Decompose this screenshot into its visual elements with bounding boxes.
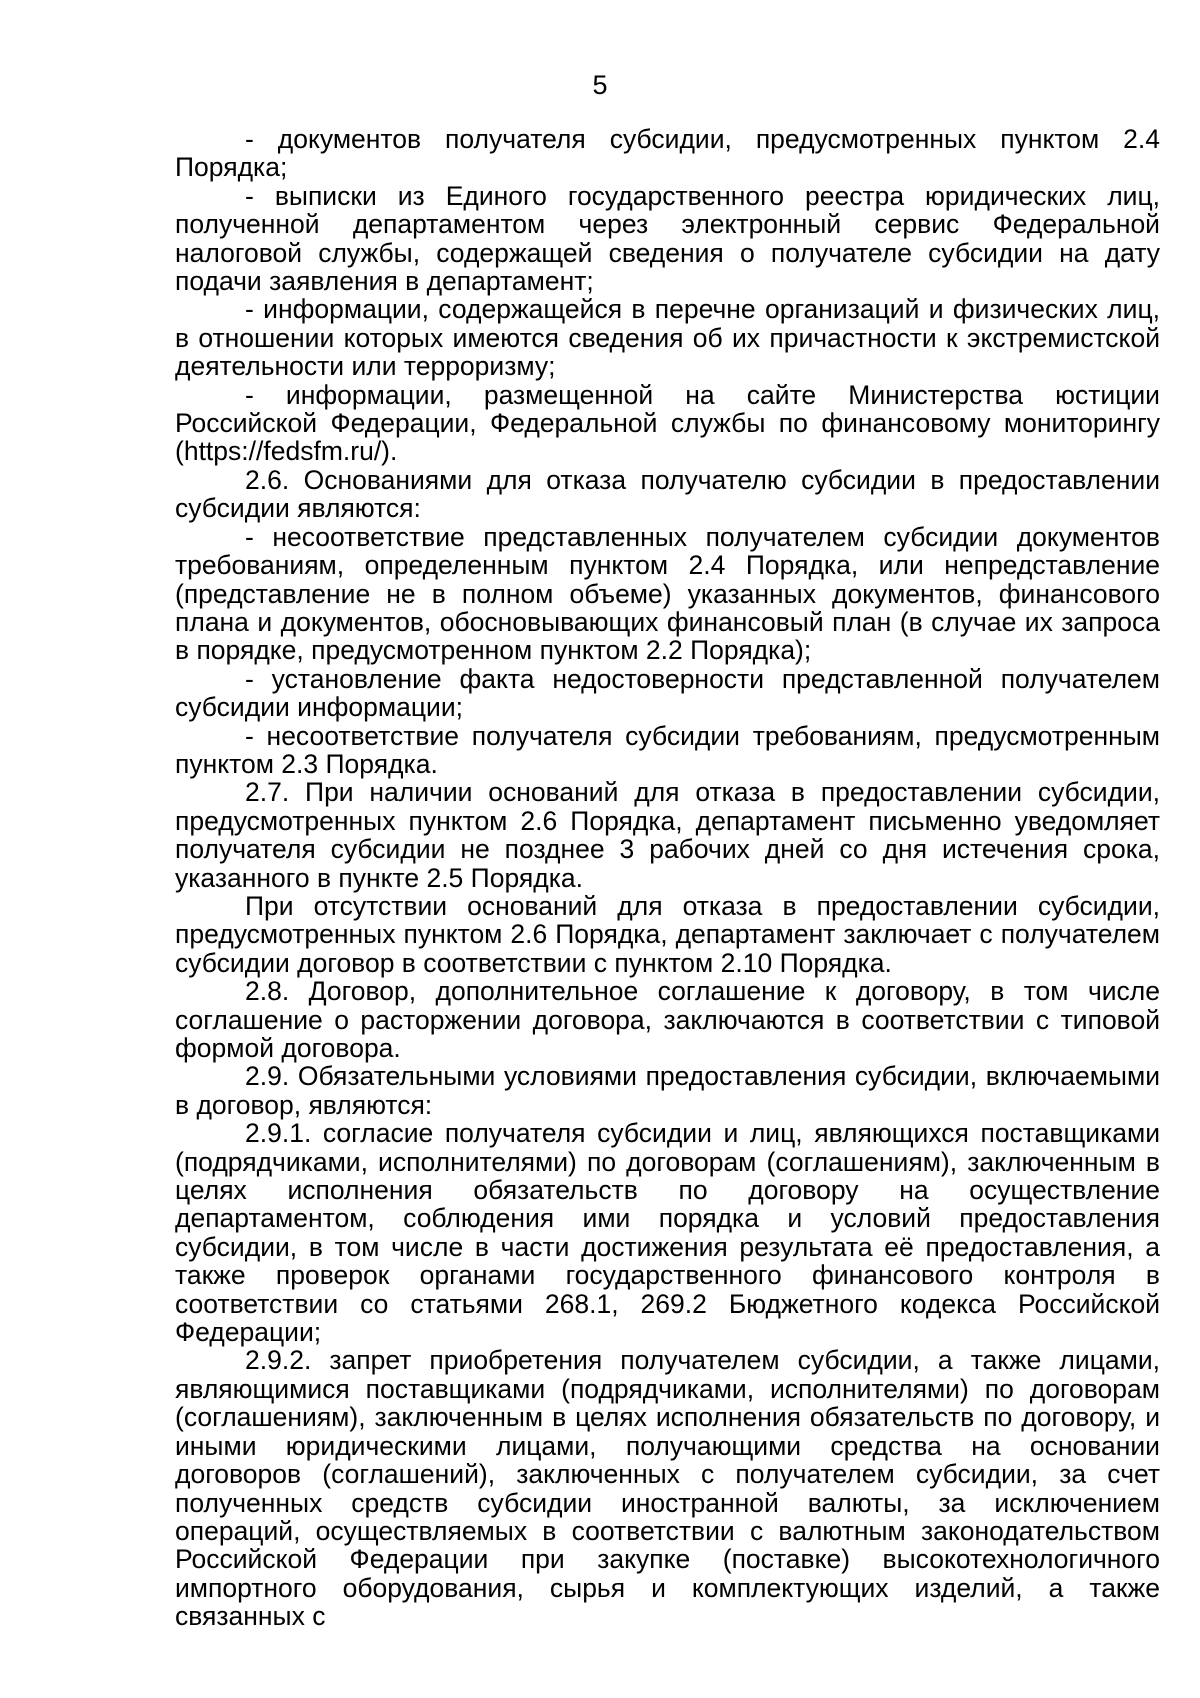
- paragraph-11: 2.8. Договор, дополнительное соглашение к договору, в том числе соглашение о расторжении договора, заключаются в соответствии с типовой формой договора.: [175, 976, 1160, 1063]
- paragraph-3: - информации, содержащейся в перечне организаций и физических лиц, в отношении которых имеются сведения об их причастности к экстремистской деятельности или терроризму;: [175, 294, 1160, 382]
- paragraph-8: - несоответствие получателя субсидии требованиям, предусмотренным пунктом 2.3 Порядка.: [175, 720, 1160, 779]
- paragraph-5: 2.6. Основаниями для отказа получателю субсидии в предоставлении субсидии являются:: [175, 464, 1160, 524]
- paragraph-12: 2.9. Обязательными условиями предоставления субсидии, включаемыми в договор, являются:: [175, 1061, 1160, 1120]
- paragraph-2: - выписки из Единого государственного реестра юридических лиц, полученной департаментом через электронный сервис Федеральной налоговой службы, содержащей сведения о получателе субсидии на дату подачи заявления в департамент;: [175, 180, 1160, 297]
- page-number: 5: [592, 70, 608, 100]
- document-body: [175, 125, 1160, 1631]
- paragraph-7: - установление факта недостоверности представленной получателем субсидии информации;: [175, 663, 1160, 723]
- paragraph-9: 2.7. При наличии оснований для отказа в предоставлении субсидии, предусмотренных пунктом 2.6 Порядка, департамент письменно уведомляет получателя субсидии не позднее 3 рабочих дней со дня истечения срока, указанного в пункте 2.5 Порядка.: [175, 777, 1160, 893]
- paragraph-1: - документов получателя субсидии, предусмотренных пунктом 2.4 Порядка;: [175, 124, 1160, 183]
- paragraph-14: 2.9.2. запрет приобретения получателем субсидии, а также лицами, являющимися поставщиками (подрядчиками, исполнителями) по договорам (соглашениям), заключенным в целях исполнения обязательств по договору, и иными юридическими лицами, получающими средства на основании договоров (соглашений), заключенных с получателем субсидии, за счет полученных средств субсидии иностранной валюты, за исключением операций, осуществляемых в соответствии с валютным законодательством Российской Федерации при закупке (поставке) высокотехнологичного импортного оборудования, сырья и комплектующих изделий, а также связанных с: [175, 1345, 1160, 1632]
- paragraph-13: 2.9.1. согласие получателя субсидии и лиц, являющихся поставщиками (подрядчиками, исполнителями) по договорам (соглашениям), заключенным в целях исполнения обязательств по договору на осуществление департаментом, соблюдения ими порядка и условий предоставления субсидии, в том числе в части достижения результата её предоставления, а также проверок органами государственного финансового контроля в соответствии со статьями 268.1, 269.2 Бюджетного кодекса Российской Федерации;: [175, 1118, 1160, 1348]
- paragraph-10: При отсутствии оснований для отказа в предоставлении субсидии, предусмотренных пунктом 2.6 Порядка, департамент заключает с получателем субсидии договор в соответствии с пунктом 2.10 Порядка.: [175, 890, 1160, 978]
- paragraph-4: - информации, размещенной на сайте Министерства юстиции Российской Федерации, Федеральной службы по финансовому мониторингу (https://fedsfm.ru/).: [175, 379, 1160, 467]
- paragraph-6: - несоответствие представленных получателем субсидии документов требованиям, определенным пунктом 2.4 Порядка, или непредставление (представление не в полном объеме) указанных документов, финансового плана и документов, обосновывающих финансовый план (в случае их запроса в порядке, предусмотренном пунктом 2.2 Порядка);: [175, 521, 1160, 666]
